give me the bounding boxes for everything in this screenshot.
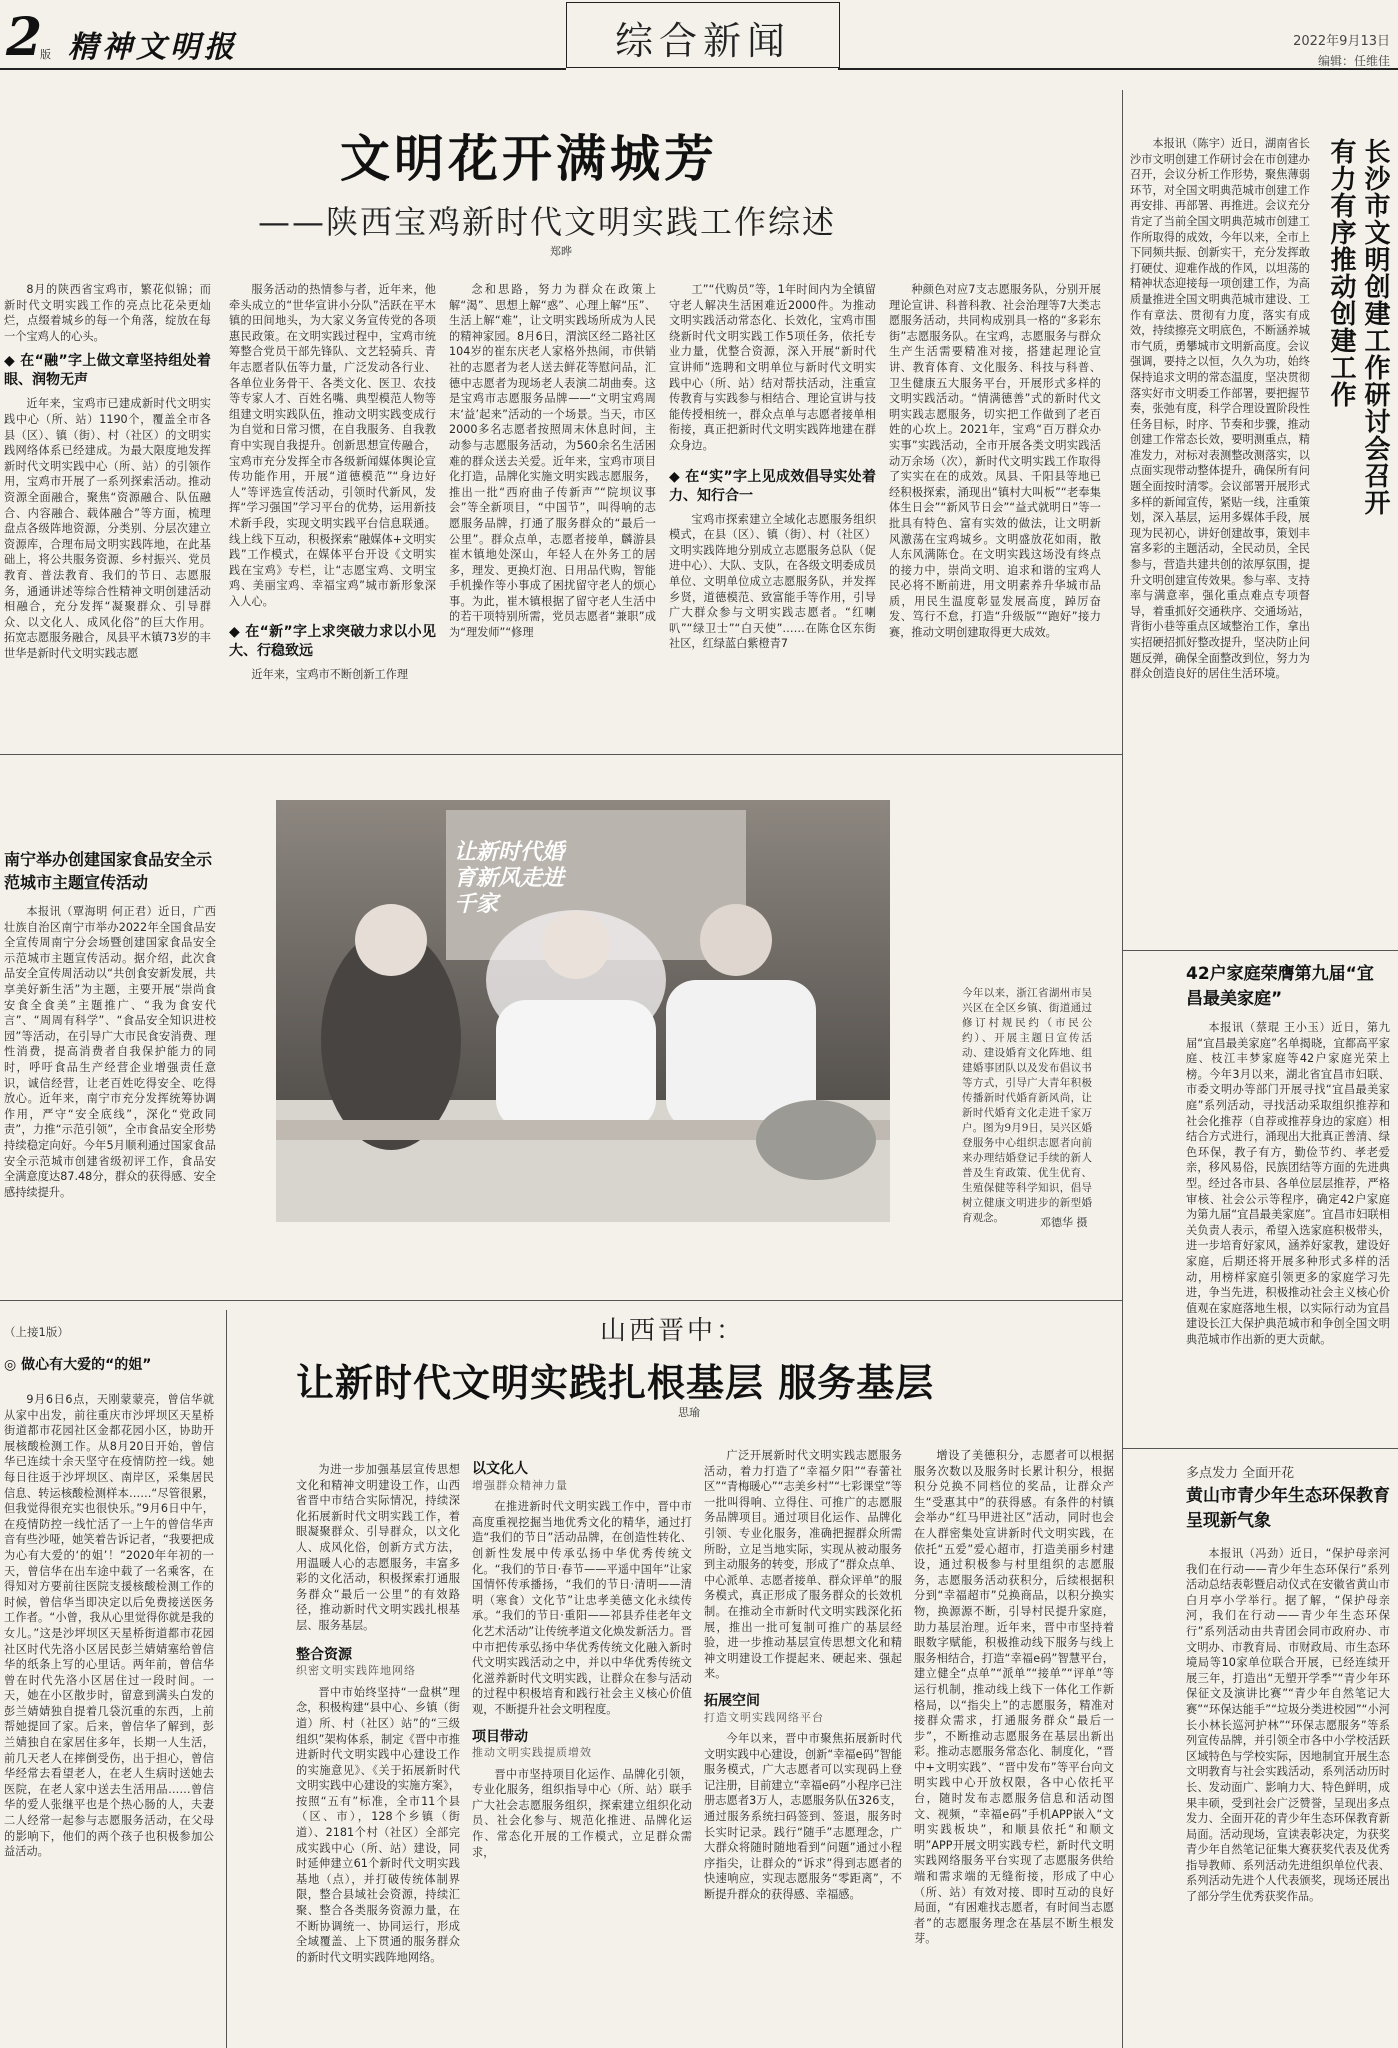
page-number: 2 (6, 7, 43, 68)
lead-author: 郑晔 (550, 245, 572, 258)
shanxi-s4-heading: 拓展空间 (704, 1692, 760, 1709)
shanxi-intro: 为进一步加强基层宣传思想文化和精神文明建设工作，山西省晋中市结合实际情况，持续深化拓展新时代文明实践工作，着眼凝聚群众、引导群众，以文化人、成风化俗，创新方式方法，用温暖人心的志愿服务，丰富多彩的文化活动，积极探索打通服务群众“最后一公里”的有效路径，推动新时代文明实践扎根基层、服务基层。 (296, 1463, 460, 1632)
lead-subtitle: ——陕西宝鸡新时代文明实践工作综述 (258, 203, 837, 241)
lead-intro: 8月的陕西省宝鸡市，繁花似锦；而新时代文明实践工作的亮点比花朵更灿烂，点缀着城乡的每一个角落，绽放在每一个宝鸡人的心头。 (4, 283, 211, 343)
sidebar-top-body (1130, 136, 1310, 1016)
shanxi-s3-text: 晋中市坚持项目化运作、品牌化引领，专业化服务，组织指导中心（所、站）联手广大社会志愿服务组织，探索建立组织化动员、社会化参与、规范化推进、品牌化运作、常态化开展的工作模式，立足群众需求， (472, 1767, 692, 1859)
sidebar-mid-body (1186, 1020, 1390, 1438)
lead-col1-text: 近年来，宝鸡市已建成新时代文明实践中心（所、站）1190个，覆盖全市各县（区）、镇（街）、村（社区）的文明实践网络体系已经建成。为最大限度地发挥新时代文明实践中心（所、站）的引领作用，宝鸡市开展了一系列探索活动。推动资源全面融合，聚焦“资源融合、队伍融合、内容融合、载体融合”等方面，梳理盘点各级阵地资源，分类别、分层次建立资源库，合理布局文明实践阵地，在此基础上，将公共服务资源、乡村振兴、党员教育、普法教育、我们的节日、志愿服务，通通讲述等综合性精神文明创建活动相融合，充分发挥“凝聚群众、引导群众、以文化人、成风化俗”的巨大作用。拓宽志愿服务融合，凤县平木镇73岁的丰世华是新时代文明实践志愿 (4, 397, 211, 660)
didi-text: 9月6日6点，天刚蒙蒙亮，曾信华就从家中出发，前往重庆市沙坪坝区天星桥街道都市花园社区金都花园小区，协助开展核酸检测工作。从8月20日开始，曾信华已连续十余天坚守在疫情防控一线。她每日往返于沙坪坝区、南岸区，采集居民信息、转运核酸检测样本……“尽管很累，但我觉得很充实也很快乐。”9月6日中午，在疫情防控一线忙活了一上午的曾信华声音有些沙哑，她笑着告诉记者，“我要把成为心有大爱的‘的姐’！”2020年年初的一天，曾信华在出车途中载了一名乘客，在得知对方要前往医院支援核酸检测工作的时候，曾信华当即决定以后免费接送医务工作者。“小曾，我从心里觉得你就是我的女儿。”这是沙坪坝区天星桥街道都市花园社区时代先洛小区居民彭兰婧婧塞给曾信华的纸条上写的心里话。两年前，曾信华曾在时代先洛小区居住过一段时间。一天，她在小区散步时，留意到满头白发的彭兰婧婧独自提着几袋沉重的东西，上前帮她提回了家。后来，曾信华了解到，彭兰婧独自在家居住多年，长期一人生活，前几天老人在摔倒受伤，出于担心，曾信华经常去看望老人，在老人生病时送她去医院，在老人家中送去生活用品……曾信华的爱人张继平也是个热心肠的人，夫妻二人经常一起参与志愿服务活动，在父母的影响下，他们的两个孩子也积极参加公益活动。 (4, 1393, 214, 1859)
header-rule-right (838, 68, 1398, 70)
shanxi-column-1 (296, 1462, 460, 2042)
news-photo (276, 800, 890, 1222)
shanxi-s2-sub: 增强群众精神力量 (472, 1478, 568, 1492)
photo-caption-text: 今年以来，浙江省湖州市吴兴区在全区乡镇、街道通过修订村规民约（市民公约）、开展主题日宣传活动、建设婚育文化阵地、组建婚事团队以及发布倡议书等方式，引导广大青年积极传播新时代婚育新风尚，让新时代婚育文化走进千家万户。图为9月9日，吴兴区婚登服务中心组织志愿者向前来办理结婚登记手续的新人普及生育政策、优生优育、生殖保健等科学知识，倡导树立健康文明进步的新型婚育观念。 (962, 987, 1092, 1224)
didi-heading: ◎ 做心有大爱的“的姐” (4, 1357, 152, 1373)
photo-illustration (276, 800, 890, 1222)
lead-column-2 (229, 282, 436, 744)
sidebar-mid-title: 42户家庭荣膺第九届“宜昌最美家庭” (1186, 964, 1374, 1009)
sidebar-top-subtitle: 有力有序推动创建工作 (1326, 138, 1356, 408)
continued-note: （上接1版） (4, 1325, 69, 1339)
nanning-body (4, 904, 216, 1300)
lead-col2-text: 服务活动的热情参与者，近年来，他牵头成立的“世华宣讲小分队”活跃在平木镇的田间地头，为大家义务宣传党的各项惠民政策。在文明实践过程中，宝鸡市统筹整合党员干部先锋队、文艺轻骑兵、青年志愿者队伍等力量，广泛发动各行业、各单位业务骨干、各类文化、医卫、农技等专家人才、百姓名嘴、典型模范人物等组建文明实践队伍，推动文明实践变成行为自觉和日常习惯，在自我服务、自我教育中实现自我提升。创新思想宣传融合，宝鸡市充分发挥全市各级新闻媒体舆论宣传功能作用，开展“道德模范”“身边好人”等评选宣传活动，引领时代新风，发挥“学习强国”学习平台的优势，运用新技术新手段，实现文明实践平台信息联通。线上线下互动，积极探索“融媒体+文明实践”工作模式，在媒体平台开设《文明实践在宝鸡》专栏，让“志愿宝鸡、文明宝鸡、美丽宝鸡、幸福宝鸡”城市新形象深入人心。 (229, 283, 436, 608)
photo-bottom-rule (0, 1300, 1122, 1301)
lead-col2b-text: 近年来，宝鸡市不断创新工作理 (251, 668, 409, 682)
shanxi-kicker: 山西晋中： (600, 1316, 746, 1346)
sidebar-rule-1 (1122, 950, 1398, 951)
shanxi-s2-heading: 以文化人 (472, 1461, 528, 1477)
shanxi-col4-text: 广泛开展新时代文明实践志愿服务活动，着力打造了“幸福夕阳”“春蕾社区”“青梅暖心”“志美乡村”“七彩课堂”等一批叫得响、立得住、可推广的志愿服务品牌项目。通过项目化运作、品牌化引领、专业化服务，准确把握群众所需所盼，立足当地实际，实现从被动服务到主动服务的转变，形成了“群众点单、中心派单、志愿者接单、群众评单”的服务模式，真正形成了服务群众的长效机制。在推动全市新时代文明实践深化拓展，推出一批可复制可推广的基层经验，进一步推动基层宣传思想文化和精神文明建设工作提起来、硬起来、强起来。 (704, 1449, 902, 1681)
section-name: 综合新闻 (614, 19, 791, 63)
shanxi-s1-text: 晋中市始终坚持“一盘棋”理念，积极构建“县中心、乡镇（街道）所、村（社区）站”的“三级组织”架构体系，制定《晋中市推进新时代文明实践中心建设工作的实施意见》、《关于拓展新时代文明实践中心建设的实施方案》，按照“五有”标准，全市11个县（区、市），128个乡镇（街道）、2181个村（社区）全部完成实践中心（所、站）建设，同时延伸建立61个新时代文明实践基地（点），并打破传统体制界限，整合县域社会资源，持续汇聚、整合各类服务资源力量，在不断协调统一、协同运行，形成全域覆盖、上下贯通的服务群众的新时代文明实践阵地网络。 (296, 1685, 460, 1964)
lead-col5-text: 种颜色对应7支志愿服务队，分别开展理论宣讲、科普科教、社会治理等7大类志愿服务活动，共同构成别具一格的“多彩东街”志愿服务队。在宝鸡，志愿服务与群众生产生活需要精准对接，搭建起理论宣讲、教育体育、文化服务、科技与科普、卫生健康五大服务平台，开展形式多样的文明实践活动。“情满德善”式的新时代文明实践志愿服务，切实把工作做到了老百姓的心坎上。2021年，宝鸡“百万群众办实事”实践活动，全市开展各类文明实践活动万余场（次），新时代文明实践工作取得了实实在在的成效。凤县、千阳县等地已经积极探索，涌现出“镇村大叫板”“老奉集体生日会”“新风节日会”“益式就明日”等一批具有特色、富有实效的做法，让文明新风激荡在宝鸡城乡。文明盛放花如雨，散人东风满陈仓。在文明实践这场没有终点的接力中，崇尚文明、追求和谐的宝鸡人民必将不断前进，用文明素养升华城市品质，用民生温度彰显发展高度，踔厉奋发、笃行不怠，打造“升级版”“跑好”接力赛，推动文明创建取得更大成效。 (889, 283, 1101, 640)
shanxi-s1-heading: 整合资源 (296, 1646, 352, 1663)
lead-col4-text: 工”“代购员”等，1年时间内为全镇留守老人解决生活困难近2000件。为推动文明实践活动常态化、长效化，宝鸡市围绕新时代文明实践工作5项任务，依托专业力量，优整合资源，深入开展“新时代宣讲师”选聘和文明单位与新时代文明实践中心（所、站）结对帮扶活动，注重宣传教育与实践参与相结合、理论宣讲与技能传授相统一，群众点单与志愿者接单相衔接，真正把新时代文明实践阵地建在群众身边。 (669, 283, 876, 452)
shanxi-column-3 (704, 1448, 902, 2042)
sidebar-bottom-kicker: 多点发力 全面开花 (1186, 1466, 1295, 1481)
left-bottom-divider (226, 1310, 227, 2048)
shanxi-s2-text: 在推进新时代文明实践工作中，晋中市高度重视挖掘当地优秀文化的精华，通过打造“我们的节日”活动品牌，在创造性转化、创新性发展中传承弘扬中华优秀传统文化。“我们的节日·春节——平遥中国年”让家国情怀传承播扬，“我们的节日·清明——清明（寒食）文化节”让忠孝美德文化永续传承。“我们的节日·重阳——祁县乔佳老年文化艺术活动”让传统孝道文化焕发新活力。晋中市把传承弘扬中华优秀传统文化融入新时代文明实践活动之中，并以中华优秀传统文化滋养新时代文明实践，让群众在参与活动的过程中积极培育和践行社会主义核心价值观，不断提升社会文明程度。 (472, 1500, 692, 1716)
shanxi-column-4 (914, 1448, 1114, 2042)
lead-col4b-text: 宝鸡市探索建立全域化志愿服务组织模式，在县（区）、镇（街）、村（社区）文明实践阵地分别成立志愿服务总队（促进中心）、大队、支队，在各级文明委成员单位、文明单位成立志愿服务队，并发挥乡贤，道德模范、致富能手等作用，引导广大群众参与文明实践志愿者。“红喇叭”“绿卫士”“白天使”……在陈仓区东街社区，红绿蓝白紫橙青7 (669, 512, 876, 651)
editor: 编辑：任维佳 (1317, 54, 1390, 68)
sidebar-mid-text: 本报讯（蔡琨 王小玉）近日，第九届“宜昌最美家庭”名单揭晓，宜都高平家庭、枝江丰梦家庭等42户家庭光荣上榜。今年3月以来，湖北省宜昌市妇联、市委文明办等部门开展寻找“宜昌最美家庭”系列活动，寻找活动采取组织推荐和社会化推荐（自荐或推荐身边的家庭）相结合方式进行，涌现出大批真正善清、绿色环保，教子有方，勤俭节约、孝老爱亲，移风易俗，民族团结等方面的先进典型。经过各市县、各单位层层推荐，严格审核、社会公示等程序，确定42户家庭为第九届“宜昌最美家庭”。宜昌市妇联相关负责人表示，希望入选家庭积极带头，进一步培育好家风，涵养好家教，建设好家庭，后期还将开展多种形式多样的活动，用榜样家庭引领更多的家庭学习先进，争当先进，积极推动社会主义核心价值观在家庭落地生根，以实际行动为宜昌建设长江大保护典范城市和争创全国文明典范城市作出新的更大贡献。 (1186, 1021, 1390, 1346)
lead-column-1 (4, 282, 211, 744)
lead-title: 文明花开满城芳 (340, 129, 718, 188)
photo-credit: 邓德华 摄 (1040, 1216, 1088, 1229)
paper-name: 精神文明报 (68, 30, 238, 65)
lead-bottom-rule (0, 754, 1122, 755)
page-number-suffix: 版 (40, 48, 51, 61)
lead-column-3 (449, 282, 656, 744)
sidebar-bottom-title: 黄山市青少年生态环保教育呈现新气象 (1186, 1486, 1390, 1531)
shanxi-title: 让新时代文明实践扎根基层 服务基层 (296, 1360, 935, 1405)
nanning-text: 本报讯（覃海明 何正君）近日，广西壮族自治区南宁市举办2022年全国食品安全宣传周南宁分会场暨创建国家食品安全示范城市主题宣传活动。据介绍，此次食品安全宣传周活动以“共创食安新发展，共享美好新生活”为主题，主要开展“崇尚食安食全食美”主题推广、“我为食安代言”、“周周有科学”、“食品安全知识进校园”等活动，在引导广大市民食安消费、理性消费，提高消费者自我保护能力的同时，呼吁食品生产经营企业增强责任意识，诚信经营，让老百姓吃得安全、吃得放心。近年来，南宁市充分发挥统筹协调作用，严守“安全底线”，深化“党政同责”，力推“示范引领”，全市食品安全形势持续稳定向好。今年5月顺利通过国家食品安全示范城市创建省级初评工作，食品安全满意度达87.48分，群众的获得感、安全感持续提升。 (4, 905, 216, 1199)
nanning-title: 南宁举办创建国家食品安全示范城市主题宣传活动 (4, 850, 213, 892)
sidebar-divider (1122, 90, 1123, 2048)
page-header (0, 0, 1398, 80)
shanxi-column-2 (472, 1462, 692, 2042)
sidebar-rule-2 (1122, 1448, 1398, 1449)
lead-subhead-1: ◆ 在“融”字上做文章坚持组处着眼、润物无声 (4, 353, 211, 389)
lead-column-4 (669, 282, 876, 744)
shanxi-s3-sub: 推动文明实践提质增效 (472, 1746, 592, 1760)
issue-date: 2022年9月13日 (1293, 34, 1390, 49)
lead-column-5 (889, 282, 1101, 744)
sidebar-bottom-text: 本报讯（冯劲）近日，“保护母亲河 我们在行动——青少年生态环保行”系列活动总结表彰暨启动仪式在安徽省黄山市白月亭小学举行。据了解，“保护母亲河，我们在行动——青少年生态环保行”系列活动由共青团会同市政府办、市文明办、市教育局、市财政局、市生态环境局等10家单位联合开展，已经连续开展三年，打造出“无塑开学季”“青少年环保征文及演讲比赛”“青少年自然笔记大赛”“环保达能手”“垃圾分类进校园”“小河长小林长巡河护林”“环保志愿服务”等系列宣传品牌，并引领全市各中小学校活跃区域特色与学校实际，因地制宜开展生态文明教育与社会实践活动，系列活动历时长、发动面广、影响力大、特色鲜明，成果丰硕，受到社会广泛赞誉，呈现出多点发力、全面开花的青少年生态环保教育新局面。活动现场，宣读表彰决定，为获奖青少年自然笔记征集大赛获奖代表及优秀指导教师、系列活动先进组织单位代表、系列活动先进个人代表颁奖，现场还展出了部分学生优秀获奖作品。 (1186, 1547, 1390, 1904)
lead-col3-text: 念和思路，努力为群众在政策上解“渴”、思想上解“惑”、心理上解“压”、生活上解“难”，让文明实践场所成为人民的精神家园。8月6日，渭滨区经二路社区104岁的崔东庆老人家格外热闹，市供销社的志愿者为老人送去鲜花等慰问品，汇德中志愿者为现场老人表演二胡曲奏。这是宝鸡市志愿服务品牌——“文明宝鸡周末‘益’起来”活动的一个场景。当天，市区2000多名志愿者按照周末休息时间，主动参与志愿服务活动，为560余名生活困难的群众送去关爱。近年来，宝鸡市项目化打造，品牌化实施文明实践志愿服务，推出一批“西府曲子传新声”“院坝议事会”等全新项目，“中国节”，叫得响的志愿服务品牌，打通了服务群众的“最后一公里”。群众点单，志愿者接单，麟游县崔木镇地处深山，年轻人在外务工的居多，理发、更换灯泡、日用品代购，智能手机操作等小事成了困扰留守老人的烦心事。为此，崔木镇根据了留守老人生活中的若干项特别所需，党员志愿者“兼职”成为“理发师”“修理 (449, 283, 656, 640)
shanxi-col6-text: 增设了美德积分，志愿者可以根据服务次数以及服务时长累计积分，根据积分兑换不同档位的奖品，让群众产生“受惠其中”的获得感。有条件的村镇会举办“红马甲进社区”活动，同时也会在人群密集处宣讲新时代文明实践，在依托“五爱”爱心超市，打造美丽乡村建设，通过积极参与村里组织的志愿服务，志愿服务活动获积分，后续根据积分到“幸福超市”兑换商品，以积分换实物，换源源不断，引导村民提升家庭，助力基层治理。近年来，晋中市坚持着眼数字赋能，积极推动线下服务与线上服务相结合，打造“幸福e码”智慧平台，建立健全“点单”“派单”“接单”“评单”等运行机制，推动线上线下一体化工作新格局，以“指尖上”的志愿服务，精准对接群众需求，打通服务群众“最后一步”，不断推动志愿服务在基层出新出彩。推动志愿服务常态化、制度化，“晋中+文明实践”、“晋中发布”等平台向文明实践中心开放权限，各中心依托平台，随时发布志愿服务信息和活动图文、视频，“幸福e码”手机APP嵌入“文明实践板块”，和顺县依托“和顺文明”APP开展文明实践专栏，新时代文明实践网络服务平台实现了志愿服务供给端和需求端的无缝衔接，形成了中心（所、站）有效对接、即时互动的良好局面，“有困难找志愿者，有时间当志愿者”的志愿服务理念在基层不断生根发芽。 (914, 1449, 1114, 1946)
sidebar-top-text: 本报讯（陈宇）近日，湖南省长沙市文明创建工作研讨会在市创建办召开，会议分析工作形势，聚焦薄弱环节，对全国文明典范城市创建工作再安排、再部署、再推进。会议充分肯定了当前全国文明典范城市创建工作所取得的成效，今年以来，全市上下同频共振、创新实干，充分发挥敢打硬仗、迎难作战的作风，以坦荡的精神状态迎接每一项创建工作，为高质量推进全国文明典范城市建设、工作有章法、贯彻有力度，落实有成效，持续擦亮文明底色，不断涵养城市气质，勇攀城市文明新高度。会议强调，要持之以恒，久久为功，始终保持追求文明的常态温度，坚决贯彻落实好市文明委工作部署，要把握节奏，张弛有度，科学合理设置阶段性任务目标，时序、节奏和步骤，推动创建工作常态长效，要明测重点，精准发力，对标对表测整改测落实，以点面实现带动整体提升，确保所有问题全面按时清零。会议部署开展形式多样的新闻宣传，紧贴一线，注重策划，深入基层，运用多媒体手段，展现为民初心，讲好创建故事，策划丰富多彩的主题活动，全民动员，全民参与，营造共建共创的浓厚氛围，提升文明创建宣传效果。参与率、支持率与满意率，强化重点难点专项督导，着重抓好交通秩序、交通场站，背街小巷等重点区域整治工作，拿出实招硬招抓好整改提升，坚决防止问题反弹，确保全面整改到位，努力为群众创造良好的居住生活环境。 (1130, 137, 1310, 681)
shanxi-author: 思瑜 (678, 1406, 700, 1419)
header-rule (0, 68, 566, 70)
sidebar-bottom-body (1186, 1546, 1390, 2042)
photo-banner-text: 让新时代婚育新风走进千家 (454, 840, 565, 917)
shanxi-s4-text: 今年以来，晋中市聚焦拓展新时代文明实践中心建设，创新“幸福e码”智能服务模式，广大志愿者可以实现码上登记注册，目前建立“幸福e码”小程序已注册志愿者3万人，志愿服务队伍326支，通过服务系统扫码签到、签退，服务时长实时记录。践行“随手”志愿理念，广大群众将随时随地看到“问题”通过小程序指尖，让群众的“诉求”得到志愿者的快速响应，实现志愿服务“零距离”，不断提升群众的获得感、幸福感。 (704, 1732, 902, 1902)
shanxi-s4-sub: 打造文明实践网络平台 (704, 1710, 824, 1724)
lead-subhead-3: ◆ 在“实”字上见成效倡导实处着力、知行合一 (669, 468, 876, 504)
shanxi-s1-sub: 织密文明实践阵地网络 (296, 1664, 416, 1678)
lead-subhead-2: ◆ 在“新”字上求突破力求以小见大、行稳致远 (229, 624, 436, 660)
sidebar-top-title: 长沙市文明创建工作研讨会召开 (1360, 138, 1390, 516)
shanxi-s3-heading: 项目带动 (472, 1728, 528, 1745)
didi-body (4, 1392, 214, 2042)
